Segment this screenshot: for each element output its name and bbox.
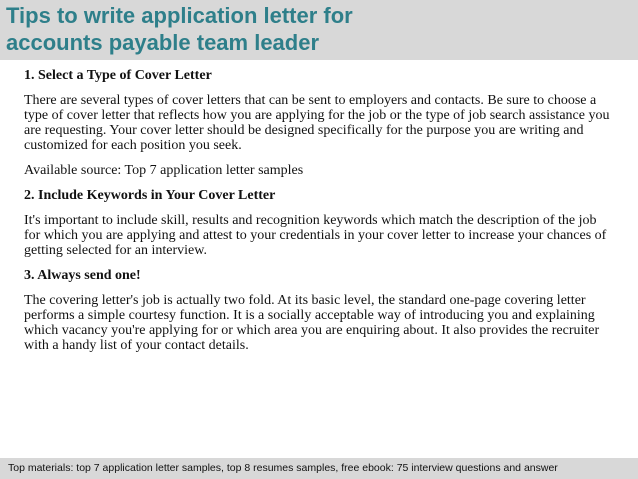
section-2-paragraph-1: It's important to include skill, results and recognition keywords which match the description of the job for which you are applying and attest to your credentials in your cover letter to increase your chances of getting selected for an interview. [24, 213, 607, 258]
section-heading-2: 2. Include Keywords in Your Cover Letter [24, 188, 276, 203]
section-1-paragraph-1: There are several types of cover letters that can be sent to employers and contacts. Be sure to choose a type of cover letter that reflects how you are applying for the job or the type of job search assistance you are requesting. Your cover letter should be designed specifically for the purpose you are writing and customized for each position you seek. [24, 93, 610, 153]
section-heading-3: 3. Always send one! [24, 268, 141, 283]
footer-text: Top materials: top 7 application letter samples, top 8 resumes samples, free ebook: 75 interview questions and answer [8, 462, 558, 474]
page-title-line-1: Tips to write application letter for [6, 3, 353, 28]
section-3-paragraph-1: The covering letter's job is actually two fold. At its basic level, the standard one-page covering letter performs a simple courtesy function. It is a socially acceptable way of introducing you and explaining which vacancy you're applying for or which area you are enquiring about. It also provides the recruiter with a handy list of your contact details. [24, 293, 600, 353]
page-title-line-2: accounts payable team leader [6, 30, 320, 55]
title-bar [0, 0, 638, 60]
footer-bar [0, 458, 638, 479]
main-content [24, 68, 614, 363]
section-1-paragraph-2: Available source: Top 7 application letter samples [24, 163, 304, 178]
section-heading-1: 1. Select a Type of Cover Letter [24, 68, 212, 83]
